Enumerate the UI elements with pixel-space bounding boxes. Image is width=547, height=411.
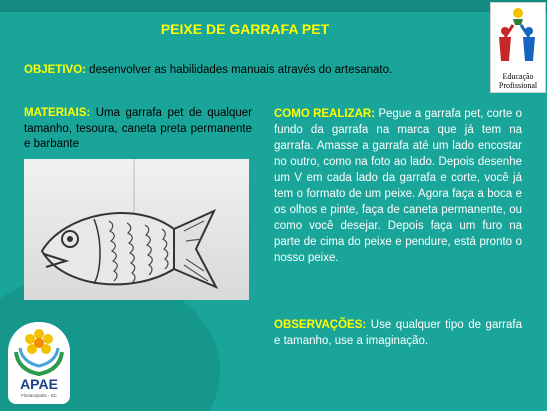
observations-text: Use qualquer tipo de garrafa e tamanho, use a imaginação. (274, 319, 522, 347)
page-title: PEIXE DE GARRAFA PET (160, 21, 330, 37)
observations-paragraph (274, 317, 522, 349)
apae-flower-icon (8, 322, 70, 376)
apae-name: APAE (20, 376, 58, 392)
materials-label: MATERIAIS: (24, 107, 91, 119)
fish-photo (24, 159, 249, 300)
objective-label: OBJETIVO: (24, 64, 86, 76)
materials-paragraph (24, 106, 252, 153)
badge-line1: Educação (502, 72, 534, 81)
instructions-label: COMO REALIZAR: (274, 108, 376, 120)
observations-label: OBSERVAÇÕES: (274, 319, 367, 331)
apae-subtitle: Florianópolis - SC (21, 393, 57, 398)
objective-paragraph (24, 64, 464, 76)
educacao-profissional-badge (490, 2, 546, 93)
materials-text: Uma garrafa pet de qualquer tamanho, tesoura, caneta preta permanente e barbante (24, 107, 252, 150)
instructions-paragraph (274, 106, 522, 266)
top-band (0, 0, 547, 12)
badge-figures-icon (491, 3, 545, 71)
instructions-text: Pegue a garrafa pet, corte o fundo da garrafa na marca que já tem na garrafa. Amasse a garrafa até um lado encostar no outro, como na foto ao lado. Depois desenhe um V em cada lado da garrafa e corte, você já tem o formato de um peixe. Agora faça a boca e os olhos e pinte, faça de caneta permanente, ou como você desejar. Depois faça um furo na parte de cima do peixe e pendure, está pronto o nosso peixe. (274, 108, 522, 264)
badge-line2: Profissional (498, 81, 538, 90)
apae-logo (8, 322, 70, 404)
objective-text: desenvolver as habilidades manuais através do artesanato. (85, 64, 393, 76)
badge-label (491, 72, 545, 90)
